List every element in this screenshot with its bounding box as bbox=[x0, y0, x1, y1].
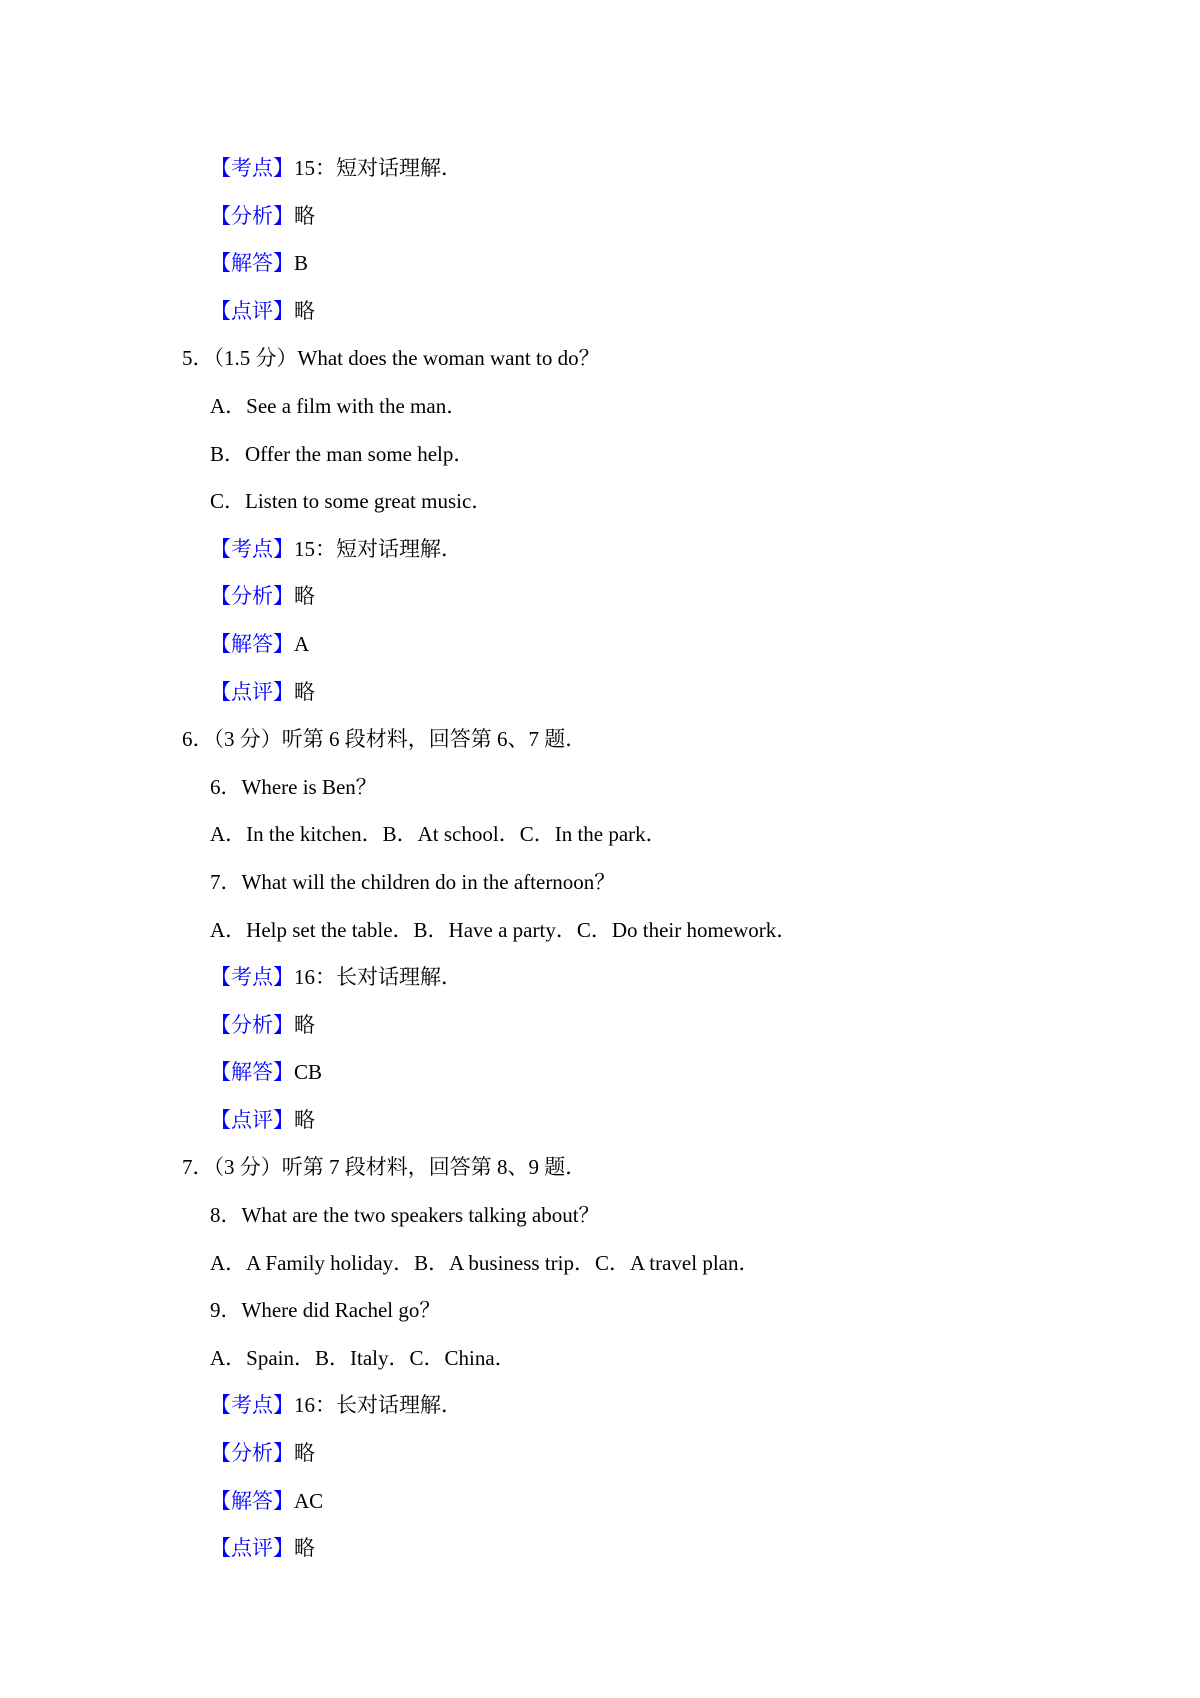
analysis-text: 略 bbox=[294, 1536, 315, 1561]
analysis-text: A bbox=[294, 631, 310, 656]
analysis-jieda bbox=[0, 240, 1200, 288]
analysis-label: 【分析】 bbox=[210, 584, 294, 609]
analysis-text: B bbox=[294, 251, 309, 276]
q4-analysis bbox=[0, 145, 1200, 335]
analysis-text: 略 bbox=[294, 203, 315, 228]
analysis-label: 【考点】 bbox=[210, 536, 294, 561]
analysis-text: 略 bbox=[294, 679, 315, 704]
analysis-fenxi bbox=[0, 573, 1200, 621]
sub-question-options: A．Spain．B．Italy．C．China． bbox=[210, 1345, 516, 1370]
sub-question: 6．Where is Ben？ bbox=[210, 774, 377, 799]
analysis-kaodian bbox=[0, 526, 1200, 574]
analysis-label: 【点评】 bbox=[210, 1107, 294, 1132]
sub-question-options: A．Help set the table．B．Have a party．C．Do their homework． bbox=[210, 917, 798, 942]
question-7 bbox=[0, 1144, 1200, 1572]
sub-question-options: A．A Family holiday．B．A business trip．C．A travel plan． bbox=[210, 1250, 760, 1275]
analysis-text: 略 bbox=[294, 1107, 315, 1132]
analysis-dianping bbox=[0, 669, 1200, 717]
analysis-label: 【解答】 bbox=[210, 1488, 294, 1513]
sub-question-options: A．In the kitchen．B．At school．C．In the park． bbox=[210, 822, 667, 847]
analysis-text: 15：短对话理解． bbox=[294, 536, 462, 561]
analysis-label: 【考点】 bbox=[210, 1393, 294, 1418]
analysis-label: 【解答】 bbox=[210, 1060, 294, 1085]
analysis-text: 15：短对话理解． bbox=[294, 156, 462, 180]
question-stem: 7．（3 分）听第 7 段材料，回答第 8、9 题． bbox=[182, 1155, 587, 1180]
analysis-kaodian bbox=[0, 954, 1200, 1002]
analysis-kaodian bbox=[0, 145, 1200, 193]
analysis-text: 16：长对话理解． bbox=[294, 1393, 462, 1418]
option-c: C．Listen to some great music． bbox=[210, 489, 493, 514]
analysis-label: 【分析】 bbox=[210, 1012, 294, 1037]
analysis-fenxi bbox=[0, 1430, 1200, 1478]
question-5 bbox=[0, 335, 1200, 716]
analysis-text: 略 bbox=[294, 298, 315, 323]
analysis-dianping bbox=[0, 288, 1200, 336]
analysis-label: 【分析】 bbox=[210, 1441, 294, 1466]
analysis-jieda bbox=[0, 1049, 1200, 1097]
analysis-text: 略 bbox=[294, 1441, 315, 1466]
analysis-label: 【点评】 bbox=[210, 1536, 294, 1561]
analysis-label: 【考点】 bbox=[210, 156, 294, 180]
analysis-fenxi bbox=[0, 1002, 1200, 1050]
option-b: B．Offer the man some help． bbox=[210, 441, 475, 466]
analysis-label: 【解答】 bbox=[210, 631, 294, 656]
question-stem: 5．（1.5 分）What does the woman want to do？ bbox=[182, 346, 600, 371]
analysis-label: 【解答】 bbox=[210, 251, 294, 276]
analysis-dianping bbox=[0, 1525, 1200, 1573]
analysis-text: CB bbox=[294, 1060, 323, 1085]
analysis-jieda bbox=[0, 1478, 1200, 1526]
document-page bbox=[0, 145, 1200, 1573]
sub-question: 7．What will the children do in the afternoon？ bbox=[210, 869, 616, 894]
analysis-fenxi bbox=[0, 193, 1200, 241]
question-stem: 6．（3 分）听第 6 段材料，回答第 6、7 题． bbox=[182, 727, 587, 752]
option-a: A．See a film with the man． bbox=[210, 393, 468, 418]
analysis-text: 16：长对话理解． bbox=[294, 965, 462, 990]
analysis-text: AC bbox=[294, 1488, 324, 1513]
analysis-label: 【考点】 bbox=[210, 965, 294, 990]
analysis-text: 略 bbox=[294, 1012, 315, 1037]
analysis-label: 【点评】 bbox=[210, 298, 294, 323]
question-6 bbox=[0, 716, 1200, 1144]
analysis-label: 【点评】 bbox=[210, 679, 294, 704]
analysis-jieda bbox=[0, 621, 1200, 669]
analysis-kaodian bbox=[0, 1382, 1200, 1430]
analysis-text: 略 bbox=[294, 584, 315, 609]
sub-question: 8．What are the two speakers talking about？ bbox=[210, 1203, 600, 1228]
analysis-dianping bbox=[0, 1097, 1200, 1145]
sub-question: 9．Where did Rachel go？ bbox=[210, 1298, 441, 1323]
analysis-label: 【分析】 bbox=[210, 203, 294, 228]
